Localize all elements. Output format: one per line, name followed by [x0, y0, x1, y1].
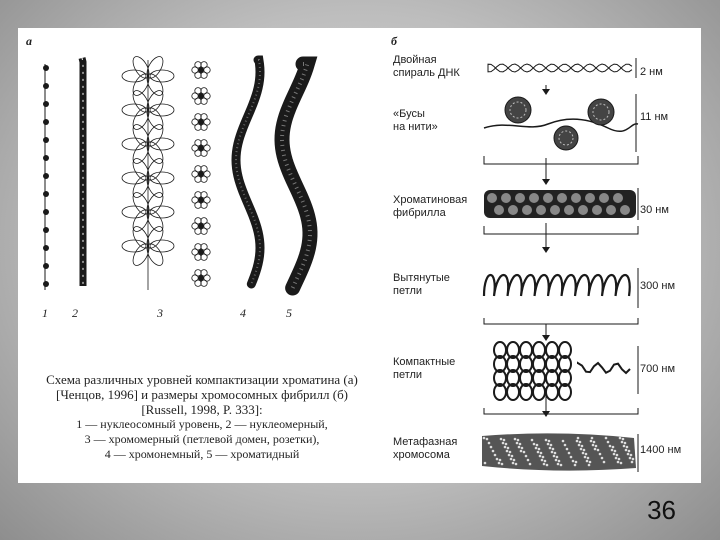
rosette-petal	[195, 88, 201, 94]
rosette-petal	[201, 114, 207, 120]
chromosome-texture	[520, 450, 523, 453]
nucleosome-bead	[43, 191, 49, 197]
chromosome-texture	[535, 447, 538, 450]
chromosome-texture	[593, 441, 596, 444]
chromosome-texture	[490, 446, 493, 449]
chromosome-texture	[614, 450, 617, 453]
loop-petal	[122, 206, 146, 218]
fibril-nucleosome	[592, 205, 602, 215]
stage-label-dna: Двойная спираль ДНК	[393, 54, 460, 79]
chromosome-texture	[587, 457, 590, 460]
fibril-nucleosome	[550, 205, 560, 215]
fibril-nucleosome	[606, 205, 616, 215]
fibril-nucleosome	[578, 205, 588, 215]
chromosome-texture	[498, 462, 501, 465]
rosette-petal	[201, 124, 207, 130]
chromosome-texture	[540, 452, 543, 455]
rosette-center	[198, 275, 204, 281]
rosette-center	[198, 223, 204, 229]
rosette-petal	[201, 228, 207, 234]
loop-petal	[122, 138, 146, 150]
rosette-petal	[195, 244, 201, 250]
fibril-nucleosome	[522, 205, 532, 215]
chromosome-texture	[560, 464, 563, 467]
chromosome-texture	[545, 439, 548, 442]
chromosome-texture	[591, 437, 594, 440]
chromosome-texture	[599, 453, 602, 456]
rosette-petal	[195, 62, 201, 68]
chromosome-texture	[632, 458, 635, 461]
nucleosome-bead	[43, 281, 49, 287]
stage-label-compact-loops: Компактные петли	[393, 356, 456, 381]
fibril-nucleosome	[543, 193, 553, 203]
chromosome-texture	[631, 461, 634, 464]
chromosome-texture	[514, 438, 517, 441]
chromosome-texture	[548, 440, 551, 443]
chromosome-texture	[551, 451, 554, 454]
chromosome-texture	[525, 455, 528, 458]
caption-main: Схема различных уровней компактизации хроматина (а) [Ченцов, 1996] и размеры хромосомных фибрилл (б) [Russell, 1998, P. 333]:	[46, 372, 358, 417]
loop-petal	[122, 104, 146, 116]
rosette-petal	[195, 114, 201, 120]
chromosome-texture	[621, 441, 624, 444]
loop-petal	[150, 104, 174, 116]
chromosome-texture	[595, 445, 598, 448]
scale-label-compact-loops: 700 нм	[640, 363, 676, 375]
chromosome-texture	[623, 445, 626, 448]
nucleosome-bead	[43, 83, 49, 89]
chromosome-texture	[579, 441, 582, 444]
nucleosome-bead	[43, 65, 49, 71]
scale-label-dna: 2 нм	[640, 66, 663, 78]
fibril-nucleosome	[529, 193, 539, 203]
chromosome-texture	[547, 443, 550, 446]
rosette-petal	[201, 202, 207, 208]
rosette-center	[198, 93, 204, 99]
chromosome-texture	[507, 447, 510, 450]
chromosome-texture	[562, 440, 565, 443]
rosette-center	[198, 145, 204, 151]
chromosome-texture	[529, 463, 532, 466]
column-number-3: 3	[157, 306, 163, 320]
chromosome-texture	[510, 458, 513, 461]
scale-label-fibril: 30 нм	[640, 204, 669, 216]
chromosome-texture	[615, 457, 618, 460]
stage-bracket	[484, 318, 638, 324]
chromosome-texture	[558, 460, 561, 463]
chromosome-texture	[607, 441, 610, 444]
chromosome-texture	[504, 446, 507, 449]
chromosome-texture	[586, 460, 589, 463]
figure-caption	[32, 372, 372, 462]
rosette-petal	[201, 254, 207, 260]
rosette-petal	[195, 140, 201, 146]
rosette-petal	[201, 150, 207, 156]
chromosome-texture	[583, 449, 586, 452]
chromosome-texture	[566, 448, 569, 451]
nucleomer-fibre	[82, 58, 83, 286]
rosette-petal	[195, 270, 201, 276]
fibril-nucleosome	[508, 205, 518, 215]
chromosome-texture	[581, 445, 584, 448]
scale-label-metaphase: 1400 нм	[640, 444, 682, 456]
chromosome-texture	[508, 454, 511, 457]
rosette-center	[198, 249, 204, 255]
stage-bracket	[484, 226, 638, 234]
chromosome-texture	[519, 443, 522, 446]
nucleosome-bead	[43, 119, 49, 125]
caption-legend-line-1: 1 — нуклеосомный уровень, 2 — нуклеомерный,	[76, 417, 328, 431]
rosette-petal	[201, 176, 207, 182]
chromosome-texture	[590, 440, 593, 443]
chromosome-texture	[611, 449, 614, 452]
chromosome-texture	[517, 439, 520, 442]
chromosome-texture	[523, 451, 526, 454]
fibril-nucleosome	[487, 193, 497, 203]
chromosome-texture	[496, 458, 499, 461]
fibril-nucleosome	[620, 205, 630, 215]
nucleosome-bead	[43, 155, 49, 161]
fibril-nucleosome	[501, 193, 511, 203]
rosette-center	[198, 197, 204, 203]
rosette-center	[198, 119, 204, 125]
column-number-5: 5	[286, 306, 292, 320]
caption-legend-line-2: 3 — хромомерный (петлевой домен, розетки),	[84, 432, 320, 446]
chromosome-texture	[578, 444, 581, 447]
scale-label-beads: 11 нм	[640, 111, 669, 123]
nucleosome-bead	[43, 209, 49, 215]
chromosome-texture	[594, 448, 597, 451]
chromosome-texture	[618, 458, 621, 461]
column-number-4: 4	[240, 306, 246, 320]
dna-strand	[488, 64, 632, 72]
nucleosome-bead	[43, 137, 49, 143]
chromosome-texture	[536, 444, 539, 447]
caption-legend-line-3: 4 — хромонемный, 5 — хроматидный	[104, 447, 300, 461]
nucleosome	[505, 97, 531, 123]
stage-label-metaphase: Метафазная хромосома	[393, 436, 458, 461]
chromosome-texture	[544, 460, 547, 463]
rosette-petal	[195, 192, 201, 198]
chromosome-texture	[625, 449, 628, 452]
chromosome-texture	[550, 444, 553, 447]
rosette-center	[198, 171, 204, 177]
chromosome-texture	[539, 455, 542, 458]
chromosome-texture	[626, 446, 629, 449]
loop-petal	[122, 70, 146, 82]
chromosome-texture	[511, 455, 514, 458]
chromosome-texture	[549, 447, 552, 450]
chromatid-fibre	[282, 64, 310, 288]
chromosome-texture	[518, 446, 521, 449]
scale-label-extended-loops: 300 нм	[640, 280, 676, 292]
chromosome-texture	[503, 439, 506, 442]
loop-petal	[150, 240, 174, 252]
chromosome-texture	[568, 452, 571, 455]
rosette-petal	[201, 192, 207, 198]
chromosome-texture	[552, 448, 555, 451]
nucleosome-bead	[43, 101, 49, 107]
chromosome-texture	[553, 455, 556, 458]
chromosome-texture	[605, 437, 608, 440]
chromosome-texture	[531, 439, 534, 442]
rosette-petal	[201, 98, 207, 104]
loop-petal	[150, 172, 174, 184]
panel-b-label: б	[391, 34, 397, 48]
stage-bracket	[484, 156, 638, 164]
chromosome-texture	[627, 453, 630, 456]
chromosome-texture	[575, 461, 578, 464]
chromosome-texture	[609, 445, 612, 448]
chromosome-texture	[494, 454, 497, 457]
rosette-petal	[201, 140, 207, 146]
rosette-petal	[201, 218, 207, 224]
stage-label-fibril: Хроматиновая фибрилла	[393, 194, 468, 219]
chromosome-texture	[500, 438, 503, 441]
chromosome-texture	[620, 462, 623, 465]
chromosome-texture	[580, 448, 583, 451]
rosette-petal	[201, 62, 207, 68]
chromosome-texture	[533, 443, 536, 446]
chromosome-texture	[527, 459, 530, 462]
panel-a-label: а	[26, 34, 32, 48]
chromosome-texture	[564, 444, 567, 447]
nucleosome-bead	[43, 245, 49, 251]
column-number-1: 1	[42, 306, 48, 320]
chromosome-texture	[597, 449, 600, 452]
rosette-petal	[195, 218, 201, 224]
fibril-nucleosome	[564, 205, 574, 215]
loop-tail	[578, 363, 630, 373]
rosette-petal	[201, 166, 207, 172]
loop-petal	[150, 206, 174, 218]
loop-petal	[122, 172, 146, 184]
stage-arrowhead	[542, 335, 550, 341]
rosette-petal	[201, 72, 207, 78]
chromosome-texture	[505, 443, 508, 446]
rosette-petal	[201, 244, 207, 250]
loop-petal	[150, 70, 174, 82]
chromosome-texture	[521, 447, 524, 450]
chromosome-texture	[556, 456, 559, 459]
loop-petal	[122, 240, 146, 252]
stage-bracket	[484, 408, 638, 414]
fibril-nucleosome	[494, 205, 504, 215]
chromosome-texture	[589, 461, 592, 464]
chromosome-texture	[613, 453, 616, 456]
chromosome-texture	[543, 463, 546, 466]
fibril-nucleosome	[571, 193, 581, 203]
nucleosome-bead	[43, 263, 49, 269]
fibril-nucleosome	[599, 193, 609, 203]
fibril-nucleosome	[585, 193, 595, 203]
stage-label-beads: «Бусы на нити»	[393, 108, 438, 133]
stage-arrowhead	[542, 247, 550, 253]
chromosome-texture	[617, 461, 620, 464]
rosette-petal	[195, 166, 201, 172]
chromosome-texture	[592, 444, 595, 447]
dna-strand	[488, 64, 632, 72]
page-number: 36	[647, 495, 676, 525]
chromosome-texture	[612, 446, 615, 449]
chromosome-texture	[492, 450, 495, 453]
fibril-nucleosome	[557, 193, 567, 203]
chromosome-texture	[484, 462, 487, 465]
chromosome-texture	[516, 442, 519, 445]
chromosome-texture	[554, 452, 557, 455]
chromosome-texture	[601, 457, 604, 460]
rosette-center	[198, 67, 204, 73]
rosette-petal	[201, 88, 207, 94]
chromosome-texture	[630, 454, 633, 457]
chromosome-texture	[512, 462, 515, 465]
chromosome-texture	[603, 461, 606, 464]
chromosome-texture	[483, 437, 486, 440]
chromosome-texture	[557, 463, 560, 466]
chromosome-texture	[515, 463, 518, 466]
fibril-nucleosome	[536, 205, 546, 215]
fibril-nucleosome	[515, 193, 525, 203]
chromosome-texture	[499, 459, 502, 462]
nucleosome	[554, 126, 578, 150]
chromonema-fibre	[236, 60, 260, 284]
chromosome-texture	[488, 442, 491, 445]
stage-arrowhead	[542, 89, 550, 95]
chromosome-texture	[582, 452, 585, 455]
chromosome-texture	[628, 450, 631, 453]
chromosome-texture	[572, 460, 575, 463]
chromosome-texture	[576, 440, 579, 443]
stage-arrowhead	[542, 179, 550, 185]
chromosome-texture	[501, 463, 504, 466]
chromosome-texture	[584, 456, 587, 459]
chromosome-texture	[506, 450, 509, 453]
rosette-petal	[201, 280, 207, 286]
chromosome-texture	[619, 437, 622, 440]
chromosome-texture	[574, 464, 577, 467]
chromosome-texture	[538, 448, 541, 451]
loop-petal	[150, 138, 174, 150]
chromosome-texture	[542, 456, 545, 459]
chromosome-texture	[486, 438, 489, 441]
nucleosome	[588, 99, 614, 125]
chromosome-texture	[546, 464, 549, 467]
extended-loops	[484, 275, 630, 296]
stage-label-extended-loops: Вытянутые петли	[393, 272, 450, 297]
chromosome-texture	[513, 459, 516, 462]
chromosome-texture	[555, 459, 558, 462]
nucleosome-bead	[43, 173, 49, 179]
chromosome-texture	[509, 451, 512, 454]
chromosome-texture	[570, 456, 573, 459]
chromosome-texture	[629, 457, 632, 460]
rosette-petal	[201, 270, 207, 276]
chromosome-texture	[577, 437, 580, 440]
chromosome-texture	[502, 442, 505, 445]
fibril-nucleosome	[613, 193, 623, 203]
chromosome-texture	[541, 459, 544, 462]
chromosome-texture	[537, 451, 540, 454]
figure-panel	[18, 28, 701, 483]
metaphase-chromosome	[482, 433, 636, 470]
chromosome-texture	[585, 453, 588, 456]
chromosome-texture	[616, 454, 619, 457]
nucleosome-bead	[43, 227, 49, 233]
chromosome-texture	[622, 438, 625, 441]
chromosome-texture	[624, 442, 627, 445]
chromosome-texture	[588, 464, 591, 467]
column-number-2: 2	[72, 306, 78, 320]
